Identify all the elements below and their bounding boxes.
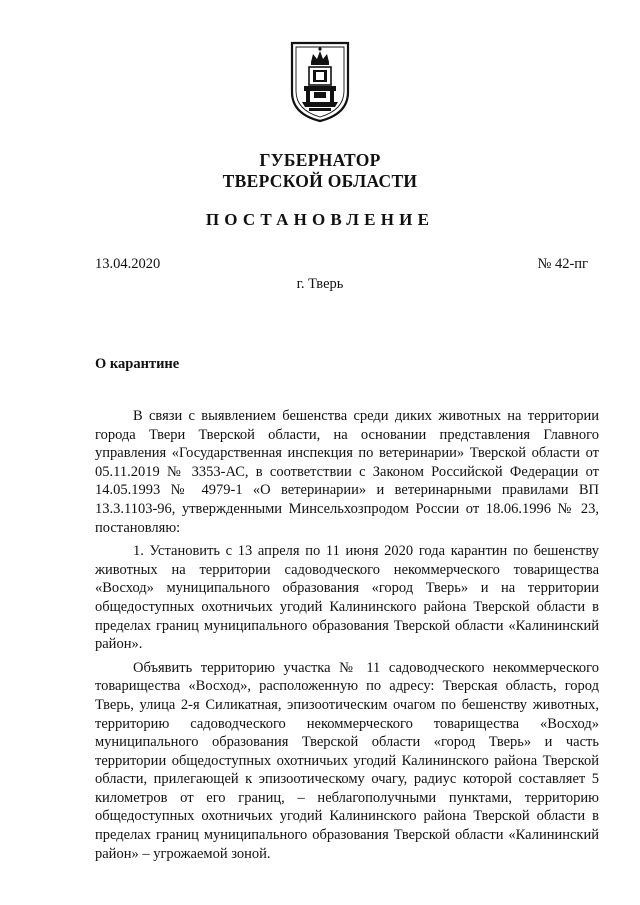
issuer-title-line-1: ГУБЕРНАТОР [259, 150, 381, 170]
document-date: 13.04.2020 [95, 256, 161, 272]
document-type-title: ПОСТАНОВЛЕНИЕ [205, 210, 435, 229]
body-paragraph-2: 1. Установить с 13 апреля по 11 июня 2020 года карантин по бешенству животных на территории садоводческого некоммерческого товарищества «Восход» муниципального образования «город Тверь» и на территории общедоступных охотничьих угодий Калининского района Тверской области в пределах границ муниципального образования Тверской области «Калининский район». [95, 543, 599, 653]
body-paragraph-3: Объявить территорию участка № 11 садоводческого некоммерческого товарищества «Восход», расположенную по адресу: Тверская область, город Тверь, улица 2-я Силикатная, эпизоотическим очагом по бешенству животных, территорию садоводческого некоммерческого товарищества «Восход» муниципального образования Тверской области «город Тверь» и часть территории общедоступных охотничьих угодий Калининского района Тверской области, прилегающей к эпизоотическому очагу, радиус которой составляет 5 километров от его границ, – неблагополучными пунктами, территорию общедоступных охотничьих угодий Калининского района Тверской области в пределах границ муниципального образования Тверской области «Калининский район» – угрожаемой зоной. [95, 659, 599, 862]
issuer-title-line-2: ТВЕРСКОЙ ОБЛАСТИ [222, 171, 418, 191]
document-body [95, 407, 599, 868]
document-subject: О карантине [95, 356, 180, 372]
document-number: № 42-пг [537, 256, 588, 272]
body-paragraph-1: В связи с выявлением бешенства среди диких животных на территории города Твери Тверской области, на основании представления Главного управления «Государственная инспекция по ветеринарии» Тверской области от 05.11.2019 № 3353-АС, в соответствии с Законом Российской Федерации от 14.05.1993 № 4979-1 «О ветеринарии» и ветеринарными правилами ВП 13.3.1103-96, утвержденными Минсельхозпродом России от 18.06.1996 № 23, постановляю: [95, 408, 599, 536]
coat-of-arms-icon [289, 40, 351, 124]
document-city: г. Тверь [296, 276, 344, 292]
